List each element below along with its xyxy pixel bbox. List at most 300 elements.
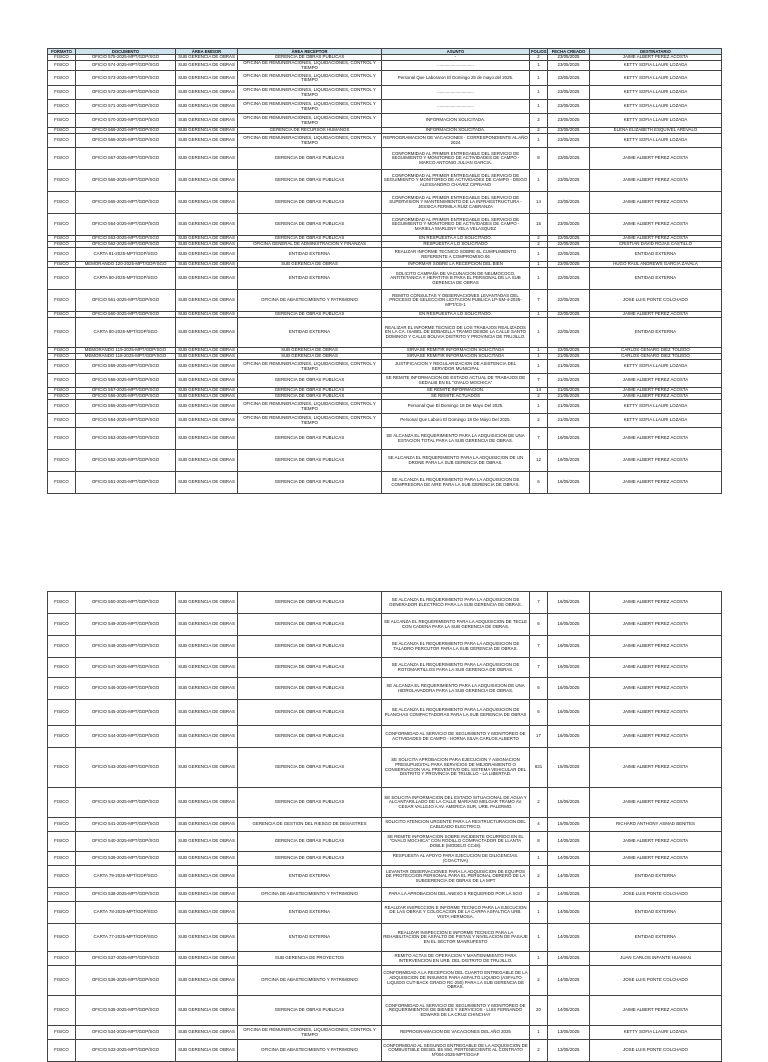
cell-formato: FISICO [48,236,76,242]
table-body-page-1 [48,55,722,494]
cell-area-emisor: SUB GERENCIA DE OBRAS [176,888,238,902]
table-row [48,1026,722,1040]
cell-area-emisor: SUB GERENCIA DE OBRAS [176,214,238,236]
table-row [48,888,722,902]
table-row [48,318,722,348]
cell-folios: 15 [530,214,548,236]
cell-documento: OFICIO 548-2025-MPT/GDP/SGO [76,636,176,658]
cell-destinatario: KETTY SOFIA LLAURI LOZADA [590,114,722,128]
cell-documento: OFICIO 566-2025-MPT/GDP/SGO [76,170,176,192]
cell-destinatario: JAIME ALBERT PEREZ ACOSTA [590,374,722,388]
cell-fecha-creado: 16/05/2025 [548,658,590,678]
cell-area-receptor: ENTIDAD EXTERNA [238,318,382,348]
cell-destinatario: JAIME ALBERT PEREZ ACOSTA [590,192,722,214]
cell-asunto: SE REMITE ACTUADOS [382,394,530,400]
cell-formato: FISICO [48,428,76,450]
cell-area-emisor: SUB GERENCIA DE OBRAS [176,55,238,61]
cell-asunto: RESPUESTA A LO SOLICITADO [382,242,530,248]
cell-area-emisor: SUB GERENCIA DE OBRAS [176,472,238,494]
cell-destinatario: JAIME ALBERT PEREZ ACOSTA [590,592,722,614]
cell-destinatario: JOSE LUIS PONTE COLCHADO [590,1040,722,1062]
cell-fecha-creado: 22/05/2025 [548,248,590,262]
table-row [48,966,722,996]
cell-destinatario: CRISTIAN DAVID ROJAS CASTILLO [590,242,722,248]
cell-fecha-creado: 22/05/2025 [548,262,590,268]
cell-fecha-creado: 14/05/2025 [548,966,590,996]
table-row [48,1040,722,1062]
header-asunto: ASUNTO [382,49,530,55]
cell-area-receptor: SUB GERENCIA DE OBRAS [238,348,382,354]
cell-documento: OFICIO 552-2025-MPT/GDP/SGO [76,450,176,472]
table-row [48,788,722,818]
cell-destinatario: JAIME ALBERT PEREZ ACOSTA [590,658,722,678]
cell-area-emisor: SUB GERENCIA DE OBRAS [176,450,238,472]
cell-area-receptor: SUB GERENCIA DE OBRAS [238,354,382,360]
cell-folios: 2 [530,1040,548,1062]
cell-area-emisor: SUB GERENCIA DE OBRAS [176,726,238,748]
cell-asunto: SE ALCANZA EL REQUERIMIENTO PARA LA ADQUISICION DE COMPRESORA DE AIRE PARA LA SUB GERENCIA DE OBRAS. [382,472,530,494]
cell-fecha-creado: 21/05/2025 [548,374,590,388]
cell-asunto: Personal Que El Domingo 18 De Mayo Del 2025. [382,400,530,414]
cell-destinatario: CARLOS GENARO DIEZ TOLEDO [590,354,722,360]
cell-formato: FISICO [48,450,76,472]
cell-folios: 1 [530,100,548,114]
cell-folios: 6 [530,678,548,700]
cell-area-emisor: SUB GERENCIA DE OBRAS [176,428,238,450]
cell-asunto: - [382,55,530,61]
cell-folios: 1 [530,71,548,86]
cell-area-emisor: SUB GERENCIA DE OBRAS [176,1026,238,1040]
cell-destinatario: KETTY SOFIA LLAURI LOZADA [590,61,722,71]
table-row [48,414,722,428]
cell-asunto: REALIZAR INFORME TECNICO SOBRE EL CUMPLIMIENTO REFERENTE A COMPROMISO 06 [382,248,530,262]
cell-destinatario: KETTY SOFIA LLAURI LOZADA [590,360,722,374]
cell-fecha-creado: 16/05/2025 [548,450,590,472]
cell-asunto: SE ALCANZA EL REQUERIMIENTO PARA LA ADQUISICION DE UNA HIDROLAVADORA PARA LA SUB GERENCIA DE OBRAS. [382,678,530,700]
cell-documento: OFICIO 556-2025-MPT/GDP/SGO [76,394,176,400]
cell-documento: OFICIO 571-2025-MPT/GDP/SGO [76,100,176,114]
cell-formato: FISICO [48,394,76,400]
header-area-emisor: ÁREA EMISOR [176,49,238,55]
cell-destinatario: ENTIDAD EXTERNA [590,902,722,924]
cell-fecha-creado: 16/05/2025 [548,614,590,636]
cell-asunto: JUSTIFICACION Y REGULARIZACION DE ASISTENCIA DEL SERVIDOR MUNICIPAL [382,360,530,374]
cell-formato: FISICO [48,348,76,354]
cell-destinatario: JOSE LUIS PONTE COLCHADO [590,966,722,996]
cell-folios: 1 [530,134,548,148]
cell-formato: FISICO [48,86,76,100]
cell-area-emisor: SUB GERENCIA DE OBRAS [176,114,238,128]
cell-folios: 2 [530,788,548,818]
cell-formato: FISICO [48,678,76,700]
document-table-page-1 [47,48,722,494]
cell-area-emisor: SUB GERENCIA DE OBRAS [176,952,238,966]
cell-folios: 1 [530,268,548,290]
cell-documento: OFICIO 550-2025-MPT/GDP/SGO [76,592,176,614]
cell-documento: OFICIO 563-2025-MPT/GDP/SGO [76,236,176,242]
cell-area-receptor: OFICINA DE REMUNERACIONES, LIQUIDACIONES, CONTROL Y TIEMPO [238,61,382,71]
cell-area-receptor: GERENCIA DE OBRAS PUBLICAS [238,658,382,678]
cell-formato: FISICO [48,658,76,678]
cell-area-receptor: GERENCIA DE OBRAS PUBLICAS [238,55,382,61]
cell-folios: 2 [530,242,548,248]
cell-fecha-creado: 23/05/2025 [548,71,590,86]
cell-folios: 12 [530,450,548,472]
cell-formato: FISICO [48,360,76,374]
cell-area-receptor: GERENCIA DE OBRAS PUBLICAS [238,428,382,450]
cell-fecha-creado: 21/05/2025 [548,388,590,394]
cell-destinatario: JAIME ALBERT PEREZ ACOSTA [590,394,722,400]
cell-area-receptor: GERENCIA DE OBRAS PUBLICAS [238,236,382,242]
cell-area-emisor: SUB GERENCIA DE OBRAS [176,312,238,318]
cell-folios: 7 [530,290,548,312]
cell-fecha-creado: 23/05/2025 [548,214,590,236]
cell-formato: FISICO [48,818,76,832]
cell-folios: 7 [530,636,548,658]
cell-fecha-creado: 22/05/2025 [548,290,590,312]
cell-formato: FISICO [48,354,76,360]
table-row [48,61,722,71]
cell-folios: 8 [530,832,548,852]
cell-documento: OFICIO 555-2025-MPT/GDP/SGO [76,400,176,414]
cell-destinatario: KETTY SOFIA LLAURI LOZADA [590,71,722,86]
cell-asunto: CONFORMIDAD A LA RECEPCION DEL CUARTO ENTREGABLE DE LA ADQUISICION DE INSUMOS PARA ASFALTO LIQUIDO (ASFALTO LIQUIDO CUT-BACK GRADO RC-250) PARA LA SUB GERENCIA DE OBRAS. [382,966,530,996]
cell-folios: 6 [530,472,548,494]
cell-area-receptor: OFICINA DE ABASTECIMIENTO Y PATRIMONIO [238,888,382,902]
cell-destinatario: KETTY SOFIA LLAURI LOZADA [590,414,722,428]
cell-area-emisor: SUB GERENCIA DE OBRAS [176,1040,238,1062]
cell-asunto: Personal Que Laboro El Domingo 18 De Mayo Del 2025. [382,414,530,428]
cell-asunto: REMITO ACTAS DE OPERACION Y MANTENIMIENTO PARA INTERVENCION EN URB. DEL DISTRITO DE TRUJILLO. [382,952,530,966]
cell-destinatario: HUGO RAUL ANDREWS GARCIA ZAVALA [590,262,722,268]
cell-area-receptor: GERENCIA DE OBRAS PUBLICAS [238,832,382,852]
cell-area-receptor: OFICINA DE REMUNERACIONES, LIQUIDACIONES, CONTROL Y TIEMPO [238,100,382,114]
table-row [48,214,722,236]
cell-area-emisor: SUB GERENCIA DE OBRAS [176,748,238,788]
cell-formato: FISICO [48,214,76,236]
cell-asunto: SE ALCANZA EL REQUERIMIENTO PARA LA ADQUISICION DE TALADRO PERCUTOR PARA LA SUB GERENCIA DE OBRAS. [382,636,530,658]
cell-fecha-creado: 22/05/2025 [548,268,590,290]
cell-documento: OFICIO 538-2025-MPT/GDP/SGO [76,888,176,902]
header-formato: FORMATO [48,49,76,55]
cell-area-receptor: SUB GERENCIA DE PROYECTOS [238,952,382,966]
cell-area-emisor: SUB GERENCIA DE OBRAS [176,236,238,242]
cell-area-receptor: ENTIDAD EXTERNA [238,268,382,290]
cell-folios: 2 [530,394,548,400]
cell-formato: FISICO [48,636,76,658]
cell-area-receptor: OFICINA DE REMUNERACIONES, LIQUIDACIONES, CONTROL Y TIEMPO [238,134,382,148]
cell-asunto: SOLICITO CAMPAÑA DE VACUNACION DE NEUMOCOCO, ANTITETANICA Y HEPATITIS B PARA EL PERSONAL DE LA SUB GERENCIA DE OBRAS [382,268,530,290]
table-row [48,450,722,472]
table-row [48,100,722,114]
cell-area-emisor: SUB GERENCIA DE OBRAS [176,592,238,614]
cell-destinatario: JAIME ALBERT PEREZ ACOSTA [590,170,722,192]
cell-folios: 7 [530,428,548,450]
cell-area-receptor: OFICINA DE REMUNERACIONES, LIQUIDACIONES, CONTROL Y TIEMPO [238,400,382,414]
cell-formato: FISICO [48,414,76,428]
cell-asunto: SE ALCANZA EL REQUERIMIENTO PARA LA ADQUISICION DE GENERADOR ELECTRICO PARA LA SUB GERENCIA DE OBRAS. [382,592,530,614]
cell-area-receptor: GERENCIA DE OBRAS PUBLICAS [238,788,382,818]
cell-area-emisor: SUB GERENCIA DE OBRAS [176,354,238,360]
cell-area-receptor: GERENCIA DE OBRAS PUBLICAS [238,312,382,318]
cell-formato: FISICO [48,472,76,494]
cell-fecha-creado: 23/05/2025 [548,100,590,114]
cell-asunto: SE ALCANZA EL REQUERIMIENTO PARA LA ADQUISICION DE TECLE CON CADENA PARA LA SUB GERENCIA DE OBRAS. [382,614,530,636]
cell-area-emisor: SUB GERENCIA DE OBRAS [176,128,238,134]
cell-asunto: CONFORMIDAD AL PRIMER ENTREGABLE DEL SERVICIO DE SEGUIMIENTO Y MONITOREO DE ACTIVIDADES DE CAMPO - MARCO ANTONIO JULIAN GARCIA. [382,148,530,170]
cell-area-receptor: OFICINA DE REMUNERACIONES, LIQUIDACIONES, CONTROL Y TIEMPO [238,114,382,128]
table-row [48,678,722,700]
cell-folios: 1 [530,262,548,268]
cell-area-emisor: SUB GERENCIA DE OBRAS [176,134,238,148]
cell-area-emisor: SUB GERENCIA DE OBRAS [176,71,238,86]
cell-documento: OFICIO 554-2025-MPT/GDP/SGO [76,414,176,428]
cell-destinatario: KETTY SOFIA LLAURI LOZADA [590,400,722,414]
cell-asunto: SIRVASE REMITIR INFORMACION SOLICITADA [382,354,530,360]
cell-formato: FISICO [48,318,76,348]
cell-fecha-creado: 15/05/2025 [548,818,590,832]
cell-formato: FISICO [48,1026,76,1040]
cell-documento: OFICIO 570-2025-MPT/GDP/SGO [76,114,176,128]
cell-documento: OFICIO 543-2025-MPT/GDP/SGO [76,748,176,788]
cell-area-emisor: SUB GERENCIA DE OBRAS [176,678,238,700]
cell-area-receptor: OFICINA DE ABASTECIMIENTO Y PATRIMONIO [238,1040,382,1062]
cell-destinatario: JAIME ALBERT PEREZ ACOSTA [590,788,722,818]
document-table-page-2 [47,591,722,1062]
cell-folios: 2 [530,55,548,61]
cell-area-receptor: GERENCIA DE OBRAS PUBLICAS [238,700,382,726]
cell-area-receptor: OFICINA DE ABASTECIMIENTO Y PATRIMONIO [238,966,382,996]
cell-asunto: PARA LA APROBACION DEL ANEXO 5 REQUERIDO POR LA SGO [382,888,530,902]
cell-documento: OFICIO 536-2025-MPT/GDP/SGO [76,966,176,996]
cell-area-emisor: SUB GERENCIA DE OBRAS [176,374,238,388]
cell-asunto: REPROGRAMACION DE VACACIONES DEL AÑO 2025 [382,1026,530,1040]
cell-documento: OFICIO 558-2025-MPT/GDP/SGO [76,374,176,388]
cell-folios: 4 [530,818,548,832]
cell-area-receptor: ENTIDAD EXTERNA [238,924,382,952]
cell-documento: OFICIO 569-2025-MPT/GDP/SGO [76,128,176,134]
cell-fecha-creado: 22/05/2025 [548,312,590,318]
cell-documento: OFICIO 567-2025-MPT/GDP/SGO [76,148,176,170]
header-folios: FOLIOS [531,49,547,54]
cell-asunto: SE SOLICITA INFORMACION DEL ESTADO SITUACIONAL DE AGUA Y ALCANTARILLADO DE LA CALLE MARIANO MELGAR TRAMO AV. CESAR VALLEJO A AV. AMERICA SUR, URB. PALERMO. [382,788,530,818]
cell-fecha-creado: 16/05/2025 [548,428,590,450]
cell-documento: OFICIO 574-2025-MPT/GDP/SGO [76,61,176,71]
cell-destinatario: CARLOS GENARO DIEZ TOLEDO [590,348,722,354]
cell-documento: CARTA 80-2025-MPT/GDP/SGO [76,318,176,348]
cell-fecha-creado: 14/05/2025 [548,852,590,866]
cell-formato: FISICO [48,832,76,852]
cell-area-receptor: GERENCIA DE OBRAS PUBLICAS [238,996,382,1026]
cell-documento: OFICIO 572-2025-MPT/GDP/SGO [76,86,176,100]
cell-documento: OFICIO 545-2025-MPT/GDP/SGO [76,700,176,726]
table-row [48,360,722,374]
cell-formato: FISICO [48,55,76,61]
cell-documento: OFICIO 564-2025-MPT/GDP/SGO [76,214,176,236]
cell-folios: 1 [530,312,548,318]
cell-area-emisor: SUB GERENCIA DE OBRAS [176,262,238,268]
cell-asunto: SE ALCANZA EL REQUERIMIENTO PARA LA ADQUISICION DE UN DRONE PARA LA SUB GERENCIA DE OBRAS. [382,450,530,472]
cell-area-emisor: SUB GERENCIA DE OBRAS [176,170,238,192]
cell-destinatario: JUAN CARLOS INFANTE HUAMAN [590,952,722,966]
cell-area-emisor: SUB GERENCIA DE OBRAS [176,248,238,262]
cell-destinatario: KETTY SOFIA LLAURI LOZADA [590,86,722,100]
cell-destinatario: JOSE LUIS PONTE COLCHADO [590,290,722,312]
header-destinatario: DESTINATARIO [590,49,722,55]
cell-fecha-creado: 16/05/2025 [548,636,590,658]
cell-fecha-creado: 23/05/2025 [548,55,590,61]
cell-area-emisor: SUB GERENCIA DE OBRAS [176,966,238,996]
cell-fecha-creado: 14/05/2025 [548,888,590,902]
table-row [48,726,722,748]
table-row [48,428,722,450]
cell-documento: CARTA 81-2025-MPT/GDP/SGO [76,248,176,262]
cell-documento: OFICIO 557-2025-MPT/GDP/SGO [76,388,176,394]
cell-area-receptor: GERENCIA DE RECURSOS HUMANOS [238,128,382,134]
table-row [48,290,722,312]
cell-documento: MEMORANDO 118-2025-MPT/GDP/SGO [76,354,176,360]
cell-fecha-creado: 21/05/2025 [548,400,590,414]
cell-formato: FISICO [48,592,76,614]
cell-documento: CARTA 78-2025-MPT/GDP/SGO [76,902,176,924]
cell-asunto: CONFORMIDAD AL PRIMER ENTREGABLE DEL SERVICIO DE SEGUIMIENTO Y MONITOREO DE ACTIVIDADES DE CAMPO - DIEGO ALESSANDRO CHAVEZ CIPRIANO [382,170,530,192]
cell-folios: 1 [530,348,548,354]
cell-formato: FISICO [48,192,76,214]
cell-asunto: CONFORMIDAD AL PRIMER ENTREGABLE DEL SERVICIO DE SEGUIMIENTO Y MONITOREO DE ACTIVIDADES DE CAMPO - MARIELA MARLENY VELA VELASQUEZ [382,214,530,236]
table-row [48,700,722,726]
cell-fecha-creado: 23/05/2025 [548,170,590,192]
table-row [48,192,722,214]
cell-area-receptor: GERENCIA DE OBRAS PUBLICAS [238,472,382,494]
cell-folios: 2 [530,236,548,242]
cell-formato: FISICO [48,262,76,268]
cell-folios: 7 [530,658,548,678]
cell-fecha-creado: 22/05/2025 [548,318,590,348]
table-row [48,148,722,170]
cell-asunto: .............................. [382,100,530,114]
cell-documento: CARTA 79-2025-MPT/GDP/SGO [76,866,176,888]
cell-formato: FISICO [48,388,76,394]
cell-destinatario: JAIME ALBERT PEREZ ACOSTA [590,726,722,748]
header-fecha-creado: FECHA CREADO [548,49,590,55]
cell-asunto: SOLICITO ATENCION URGENTE PARA LA RESTRUCTURACION DEL CABLEADO ELECTRICO. [382,818,530,832]
cell-area-emisor: SUB GERENCIA DE OBRAS [176,318,238,348]
cell-area-emisor: SUB GERENCIA DE OBRAS [176,61,238,71]
cell-folios: 1 [530,170,548,192]
cell-fecha-creado: 14/05/2025 [548,952,590,966]
cell-folios: 2 [530,114,548,128]
cell-asunto: EN RESPUESTA A LO SOLICITADO. [382,312,530,318]
cell-formato: FISICO [48,852,76,866]
cell-folios: 1 [530,360,548,374]
cell-asunto: EN RESPUESTA A LO SOLICITADO. [382,236,530,242]
table-row [48,71,722,86]
cell-area-receptor: OFICINA DE ABASTECIMIENTO Y PATRIMONIO [238,290,382,312]
cell-area-emisor: SUB GERENCIA DE OBRAS [176,360,238,374]
cell-asunto: REALIZAR INSPECCION E INFORME TECNICO PARA LA REHABILITACION DE ASFALTO DE PISTAS Y NIVELACION DE PASAJE EN EL SECTOR MANRUFESTO [382,924,530,952]
cell-area-emisor: SUB GERENCIA DE OBRAS [176,658,238,678]
cell-formato: FISICO [48,788,76,818]
cell-area-receptor: GERENCIA DE OBRAS PUBLICAS [238,388,382,394]
cell-folios: 17 [530,726,548,748]
cell-folios: 1 [530,318,548,348]
cell-formato: FISICO [48,242,76,248]
cell-formato: FISICO [48,374,76,388]
cell-area-receptor: ENTIDAD EXTERNA [238,866,382,888]
cell-documento: MEMORANDO 120-2025-MPT/GDP/SGO [76,262,176,268]
cell-documento: OFICIO 533-2025-MPT/GDP/SGO [76,1040,176,1062]
cell-documento: OFICIO 534-2025-MPT/GDP/SGO [76,1026,176,1040]
table-row [48,86,722,100]
cell-destinatario: JAIME ALBERT PEREZ ACOSTA [590,678,722,700]
cell-formato: FISICO [48,700,76,726]
cell-documento: OFICIO 549-2025-MPT/GDP/SGO [76,614,176,636]
table-row [48,866,722,888]
cell-documento: OFICIO 547-2025-MPT/GDP/SGO [76,658,176,678]
cell-documento: CARTA 77-2025-MPT/GDP/SGO [76,924,176,952]
cell-folios: 1 [530,86,548,100]
cell-destinatario: JAIME ALBERT PEREZ ACOSTA [590,832,722,852]
cell-area-receptor: GERENCIA DE OBRAS PUBLICAS [238,748,382,788]
cell-asunto: LEVANTAR OBSERVACIONES PARA LA ADQUISICION DE EQUIPOS DE PROTECCION PERSONAL PARA EL PERSONAL OBRERO DE LA SUBGERENCIA DE OBRAS DE LA MPT [382,866,530,888]
cell-area-receptor: GERENCIA DE OBRAS PUBLICAS [238,148,382,170]
cell-area-emisor: SUB GERENCIA DE OBRAS [176,700,238,726]
cell-formato: FISICO [48,400,76,414]
cell-folios: 1 [530,1026,548,1040]
cell-area-receptor: GERENCIA DE OBRAS PUBLICAS [238,852,382,866]
cell-area-receptor: GERENCIA DE OBRAS PUBLICAS [238,726,382,748]
cell-formato: FISICO [48,170,76,192]
cell-documento: OFICIO 553-2025-MPT/GDP/SGO [76,428,176,450]
table-row [48,614,722,636]
cell-asunto: SE ALCANZA EL REQUERIMIENTO PARA LA ADQUISICION DE UNA ESTACION TOTAL PARA LA SUB GERENCIA DE OBRAS. [382,428,530,450]
table-row [48,748,722,788]
cell-fecha-creado: 22/05/2025 [548,348,590,354]
cell-asunto: .............................. [382,86,530,100]
cell-fecha-creado: 23/05/2025 [548,134,590,148]
cell-area-emisor: SUB GERENCIA DE OBRAS [176,832,238,852]
table-row [48,592,722,614]
cell-area-emisor: SUB GERENCIA DE OBRAS [176,100,238,114]
cell-destinatario: JAIME ALBERT PEREZ ACOSTA [590,55,722,61]
table-row [48,400,722,414]
cell-documento: MEMORANDO 119-2025-MPT/GDP/SGO [76,348,176,354]
cell-destinatario: JAIME ALBERT PEREZ ACOSTA [590,214,722,236]
cell-area-emisor: SUB GERENCIA DE OBRAS [176,148,238,170]
cell-asunto: SE ALCANZA EL REQUERIMIENTO PARA LA ADQUISICION DE PLANCHAS COMPACTADORAS PARA LA SUB GERENCIA DE OBRAS [382,700,530,726]
cell-asunto: REMITO CONSULTAS Y OBSERVACIONES LEVANTADAS DEL PROCESO DE SELECCION LICITACION PUBLICA LP-SM-4-2025-MPT/CS-1 [382,290,530,312]
table-row [48,472,722,494]
cell-asunto: REALIZAR EL INFORME TECNICO DE LOS TRABAJOS REALIZADOS EN LA CA. ISABEL DE BOBADILLA TRAMO DESDE LA CALLE SANTO DOMINGO Y CALLE BOLIVIA DISTRITO Y PROVINCIA DE TRUJILLO. [382,318,530,348]
cell-folios: 6 [530,614,548,636]
cell-formato: FISICO [48,866,76,888]
cell-asunto: REPROGRAMACION DE VACACIONES - CORRESPONDIENTE AL AÑO 2024 [382,134,530,148]
cell-destinatario: KETTY SOFIA LLAURI LOZADA [590,100,722,114]
cell-destinatario: ENTIDAD EXTERNA [590,268,722,290]
cell-documento: OFICIO 539-2025-MPT/GDP/SGO [76,852,176,866]
cell-asunto: CONFORMIDAD AL SERVICIO DE SEGUIMIENTO Y MONITOREO DE REQUERIMIENTOS DE BIENES Y SERVICIOS - LUIS FERNANDO EDWARS DE LA CRUZ CHINCHAY [382,996,530,1026]
cell-area-receptor: OFICINA DE REMUNERACIONES, LIQUIDACIONES, CONTROL Y TIEMPO [238,71,382,86]
cell-folios: 2 [530,966,548,996]
cell-documento: OFICIO 535-2025-MPT/GDP/SGO [76,996,176,1026]
cell-fecha-creado: 23/05/2025 [548,148,590,170]
cell-area-receptor: OFICINA GENERAL DE ADMINISTRACION Y FINANZAS [238,242,382,248]
cell-documento: OFICIO 573-2025-MPT/GDP/SGO [76,71,176,86]
cell-folios: 7 [530,374,548,388]
table-row [48,658,722,678]
cell-folios: 1 [530,61,548,71]
cell-destinatario: JOSE LUIS PONTE COLCHADO [590,888,722,902]
